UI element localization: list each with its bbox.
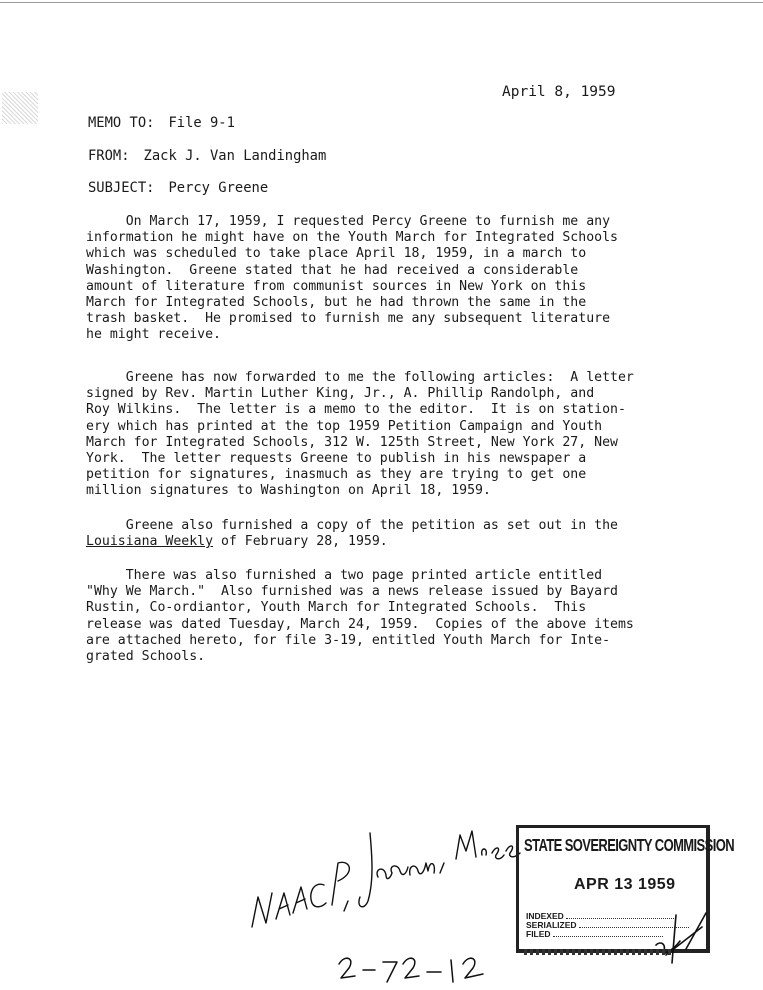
body-line: Greene has now forwarded to me the following articles: A letter xyxy=(86,370,634,385)
body-line: On March 17, 1959, I requested Percy Greene to furnish me any xyxy=(86,214,611,229)
stamp-base-line xyxy=(524,949,674,955)
body-line: are attached hereto, for file 3-19, entitled Youth March for Inte- xyxy=(86,632,611,648)
paragraph-articles xyxy=(86,370,726,500)
body-line: Rustin, Co-ordiantor, Youth March for Integrated Schools. This xyxy=(86,600,587,616)
stamp-field-filed xyxy=(526,929,663,939)
memo-to-label: MEMO TO: xyxy=(88,115,155,131)
body-line: There was also furnished a two page printed article entitled xyxy=(86,568,603,583)
body-line: "Why We March." Also furnished was a news release issued by Bayard xyxy=(86,584,618,600)
body-line: March for Integrated Schools, 312 W. 125th Street, New York 27, New xyxy=(86,434,618,450)
body-line: million signatures to Washington on April 18, 1959. xyxy=(86,483,491,499)
body-line xyxy=(86,534,726,550)
body-line: March for Integrated Schools, but he had thrown the same in the xyxy=(86,295,587,311)
body-line: ery which has printed at the top 1959 Petition Campaign and Youth xyxy=(86,418,603,434)
memo-from-line xyxy=(88,148,326,164)
stamp-check-mark-icon xyxy=(646,905,716,965)
body-line: amount of literature from communist sources in New York on this xyxy=(86,278,587,294)
newspaper-title: Louisiana Weekly xyxy=(86,534,214,550)
stamp-field-label: SERIALIZED xyxy=(526,920,577,930)
memo-from-value: Zack J. Van Landingham xyxy=(143,148,327,164)
body-line: which was scheduled to take place April 18, 1959, in a march to xyxy=(86,246,587,262)
body-line: petition for signatures, inasmuch as they are trying to get one xyxy=(86,467,587,483)
stamp-title: STATE SOVEREIGNTY COMMISSION xyxy=(524,835,735,856)
body-line: signed by Rev. Martin Luther King, Jr., A. Phillip Randolph, and xyxy=(86,386,595,402)
body-line: York. The letter requests Greene to publish in his newspaper a xyxy=(86,451,587,467)
body-line-rest: of February 28, 1959. xyxy=(213,534,388,550)
stamp-field-label: FILED xyxy=(526,929,551,939)
body-line: he might receive. xyxy=(86,327,221,343)
body-line: Washington. Greene stated that he had received a considerable xyxy=(86,262,579,278)
handwritten-annotation xyxy=(238,815,523,945)
memo-to-line xyxy=(88,115,235,131)
memo-subject-label: SUBJECT: xyxy=(88,180,155,196)
memo-to-value: File 9-1 xyxy=(168,115,235,131)
stamp-field-label: INDEXED xyxy=(526,911,564,921)
memo-date: April 8, 1959 xyxy=(502,84,616,100)
handwritten-file-number xyxy=(335,950,515,990)
paragraph-petition xyxy=(86,518,726,550)
scan-speckle xyxy=(2,92,38,124)
stamp-date: APR 13 1959 xyxy=(574,876,676,893)
body-line: Roy Wilkins. The letter is a memo to the editor. It is on station- xyxy=(86,402,626,418)
body-line: release was dated Tuesday, March 24, 1959. Copies of the above items xyxy=(86,616,634,632)
body-line: Greene also furnished a copy of the petition as set out in the xyxy=(86,518,618,533)
memo-subject-value: Percy Greene xyxy=(168,180,269,196)
paragraph-request xyxy=(86,214,726,344)
paragraph-attachments xyxy=(86,568,726,665)
memo-subject-line xyxy=(88,180,268,196)
body-line: information he might have on the Youth March for Integrated Schools xyxy=(86,230,618,246)
memo-from-label: FROM: xyxy=(88,148,130,164)
received-stamp xyxy=(516,825,735,963)
scan-edge-line xyxy=(0,2,763,3)
body-line: grated Schools. xyxy=(86,649,206,665)
body-line: trash basket. He promised to furnish me any subsequent literature xyxy=(86,311,611,327)
